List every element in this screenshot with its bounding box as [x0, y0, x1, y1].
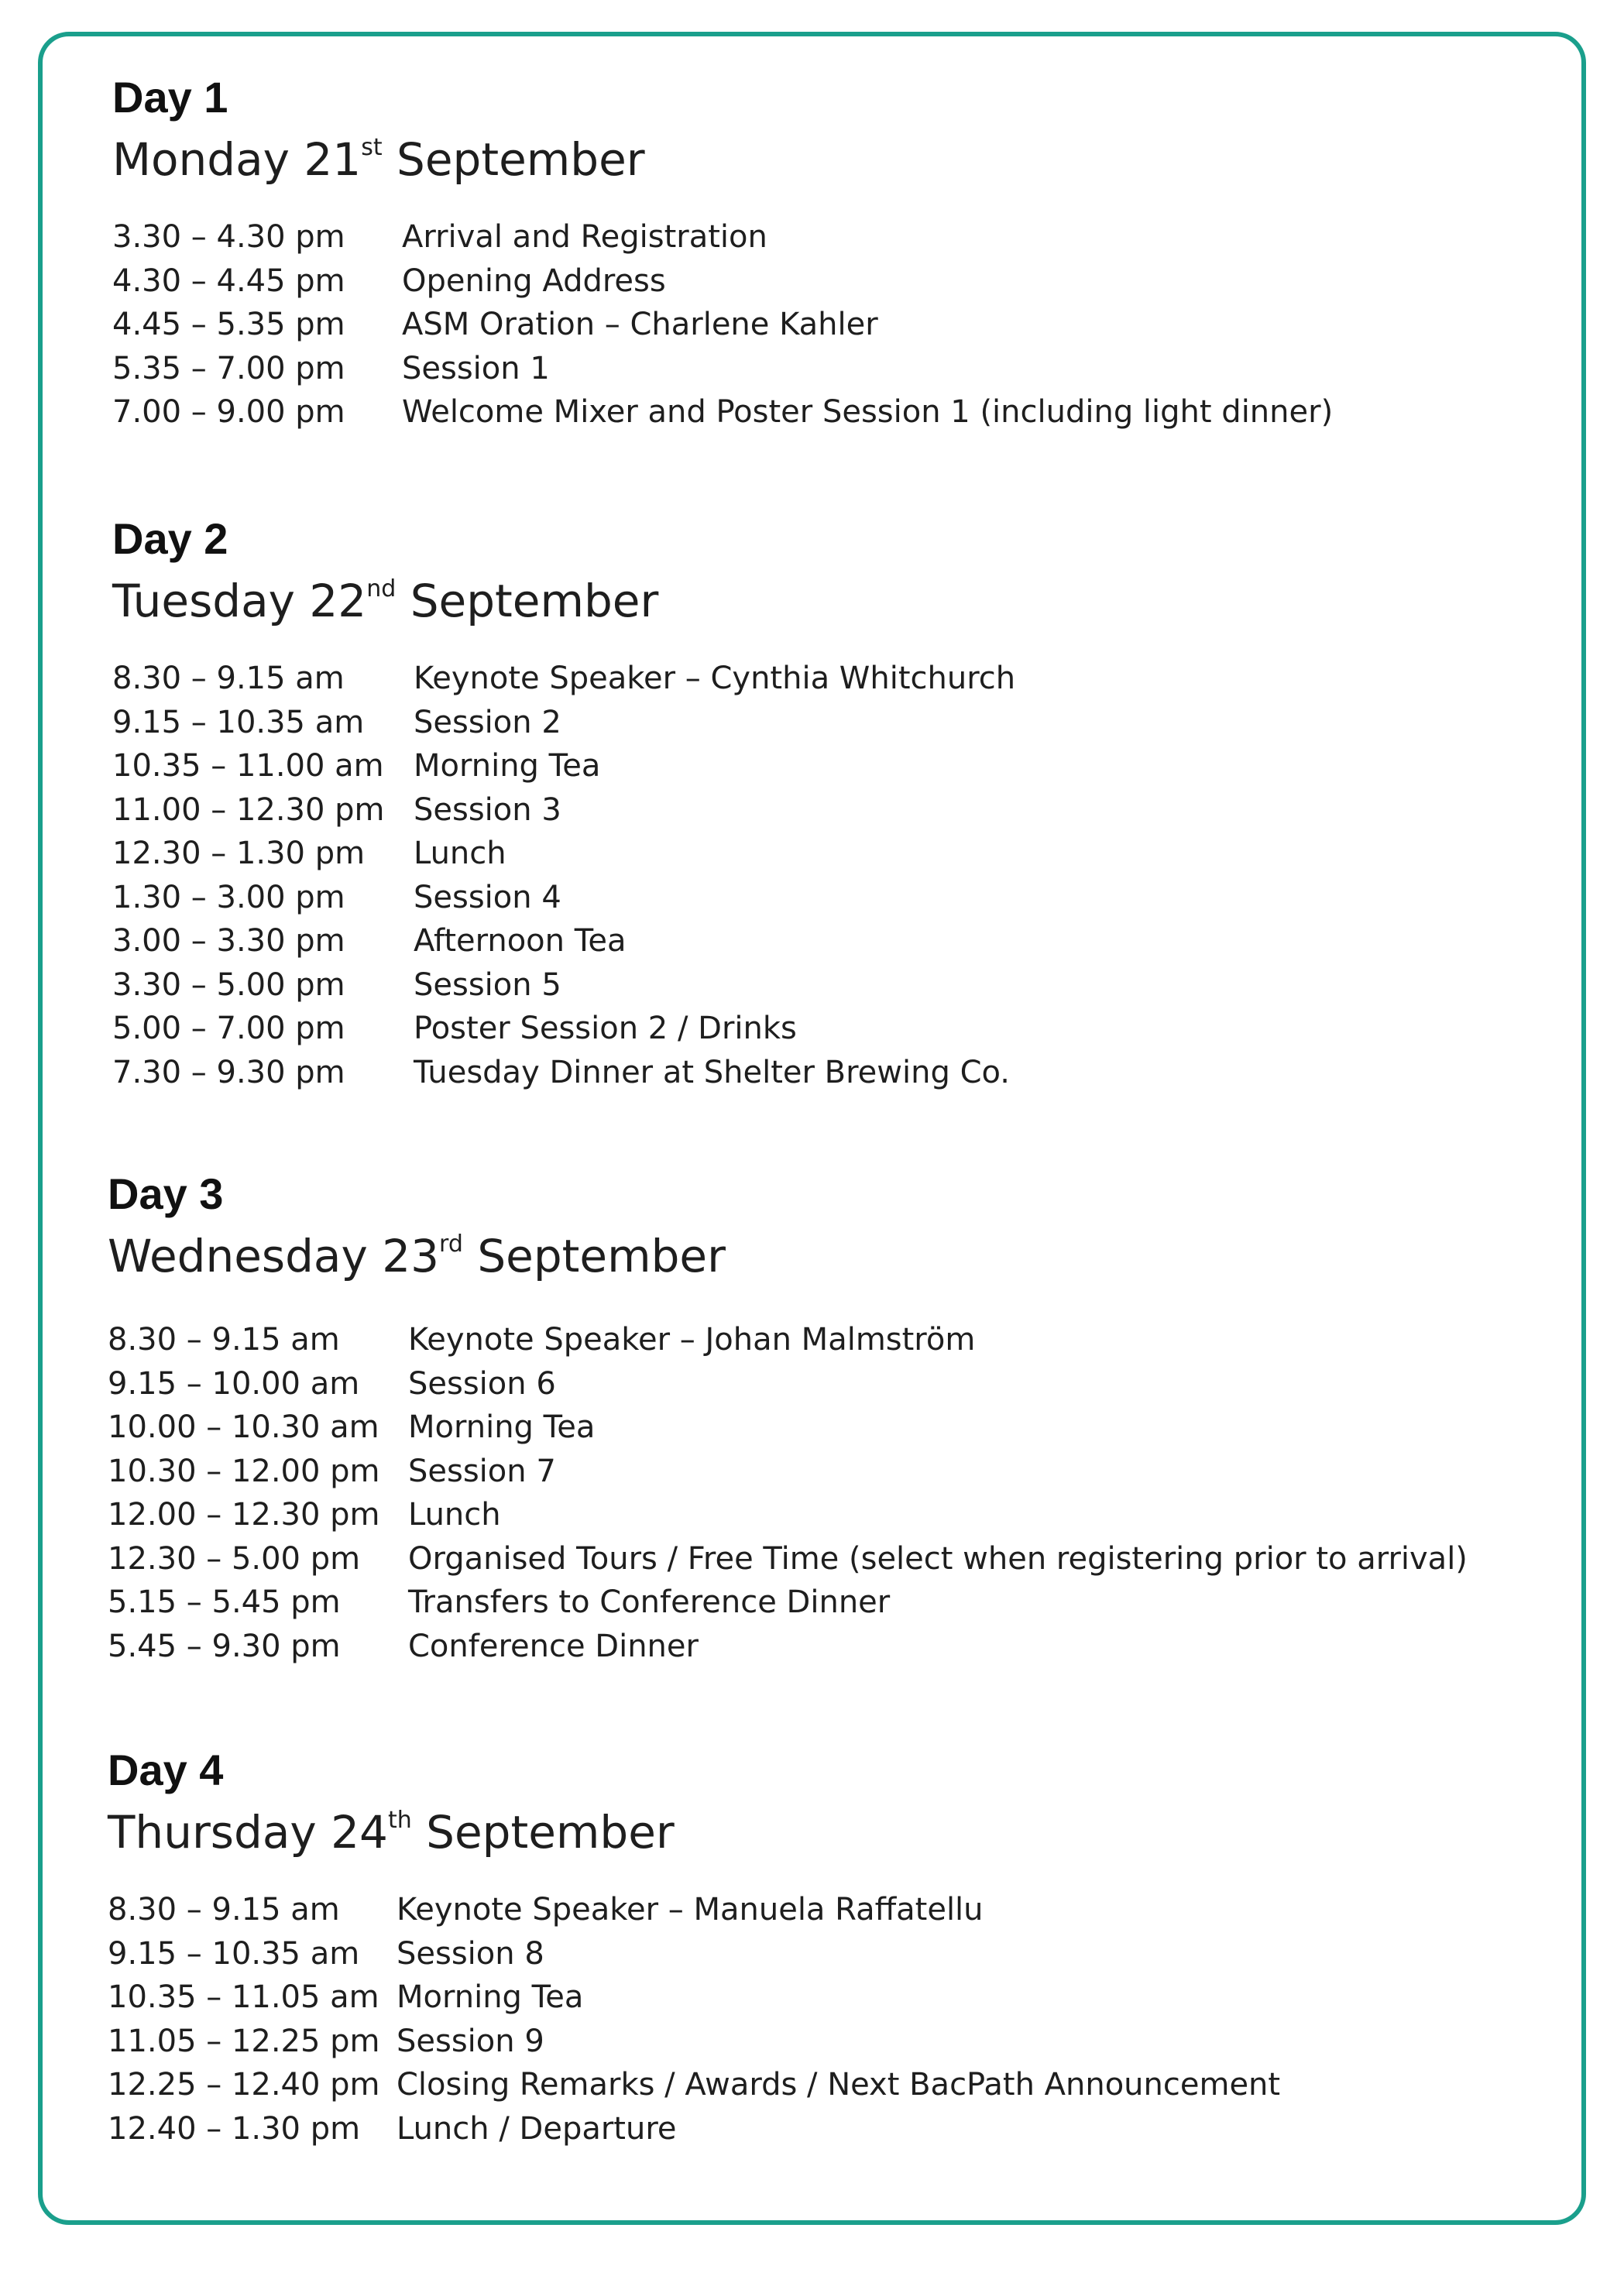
day-date-month: September: [411, 1806, 675, 1859]
session-event: Lunch: [414, 836, 506, 871]
schedule-row: [112, 347, 1333, 391]
session-time: 5.00 – 7.00 pm: [112, 1011, 345, 1046]
day-label: Day 2: [112, 514, 228, 563]
schedule-row: [108, 1581, 1468, 1625]
session-event: ASM Oration – Charlene Kahler: [402, 307, 878, 342]
session-time: 5.15 – 5.45 pm: [108, 1584, 341, 1620]
session-time: 4.30 – 4.45 pm: [112, 263, 345, 299]
session-time: 5.35 – 7.00 pm: [112, 350, 345, 386]
schedule-row: [108, 1976, 1280, 2020]
day-date-weekday: Monday 21: [112, 133, 362, 186]
session-event: Transfers to Conference Dinner: [408, 1584, 891, 1620]
session-event: Afternoon Tea: [414, 923, 627, 959]
schedule-row: [108, 1888, 1280, 1932]
session-time: 3.30 – 4.30 pm: [112, 219, 345, 255]
session-time: 12.40 – 1.30 pm: [108, 2110, 361, 2147]
day-date-suffix: rd: [439, 1230, 463, 1258]
day-1-section: [112, 73, 1333, 434]
session-event: Lunch / Departure: [397, 2110, 677, 2147]
session-time: 10.30 – 12.00 pm: [108, 1453, 380, 1489]
schedule-row: [108, 1625, 1468, 1669]
session-event: Session 8: [397, 1935, 544, 1972]
schedule-row: [112, 1007, 1015, 1051]
session-event: Lunch: [408, 1497, 501, 1533]
schedule-row: [108, 1362, 1468, 1406]
schedule-row: [112, 657, 1015, 701]
session-time: 12.25 – 12.40 pm: [108, 2067, 380, 2103]
session-time: 10.35 – 11.05 am: [108, 1979, 379, 2015]
schedule-row: [112, 1051, 1015, 1095]
session-time: 7.30 – 9.30 pm: [112, 1054, 345, 1090]
session-event: Session 1: [402, 350, 550, 386]
session-time: 10.00 – 10.30 am: [108, 1409, 379, 1445]
schedule-row: [112, 832, 1015, 876]
schedule-list: [108, 1888, 1280, 2151]
session-time: 9.15 – 10.35 am: [108, 1935, 360, 1972]
session-event: Morning Tea: [408, 1409, 596, 1445]
day-3-section: [108, 1169, 1468, 1668]
day-date-suffix: st: [361, 133, 383, 161]
day-label: Day 4: [108, 1746, 224, 1794]
session-event: Closing Remarks / Awards / Next BacPath Announcement: [397, 2067, 1281, 2103]
day-date-weekday: Thursday 24: [108, 1806, 388, 1859]
day-date-weekday: Wednesday 23: [108, 1230, 440, 1282]
session-event: Keynote Speaker – Johan Malmström: [408, 1322, 976, 1358]
session-event: Session 2: [414, 704, 561, 740]
session-event: Session 7: [408, 1453, 556, 1489]
schedule-row: [112, 259, 1333, 304]
day-date-weekday: Tuesday 22: [112, 575, 367, 627]
session-event: Keynote Speaker – Manuela Raffatellu: [397, 1892, 984, 1928]
session-time: 5.45 – 9.30 pm: [108, 1628, 341, 1664]
schedule-row: [108, 1932, 1280, 1976]
session-event: Keynote Speaker – Cynthia Whitchurch: [414, 661, 1016, 696]
session-time: 12.30 – 1.30 pm: [112, 836, 366, 871]
schedule-row: [112, 788, 1015, 832]
session-time: 7.00 – 9.00 pm: [112, 394, 345, 430]
session-event: Organised Tours / Free Time (select when registering prior to arrival): [408, 1540, 1468, 1577]
session-event: Poster Session 2 / Drinks: [414, 1011, 797, 1046]
session-time: 8.30 – 9.15 am: [108, 1892, 340, 1928]
session-time: 12.30 – 5.00 pm: [108, 1540, 361, 1577]
day-2-section: [112, 514, 1015, 1094]
session-time: 9.15 – 10.35 am: [112, 704, 365, 740]
session-event: Arrival and Registration: [402, 219, 767, 255]
schedule-row: [108, 2063, 1280, 2107]
day-date-suffix: nd: [366, 575, 397, 602]
day-date-month: September: [396, 575, 659, 627]
schedule-row: [112, 303, 1333, 347]
session-event: Opening Address: [402, 263, 666, 299]
session-event: Morning Tea: [397, 1979, 584, 2015]
schedule-row: [108, 1493, 1468, 1537]
schedule-row: [108, 1537, 1468, 1581]
day-label: Day 1: [112, 73, 228, 122]
session-time: 10.35 – 11.00 am: [112, 748, 384, 784]
session-time: 11.05 – 12.25 pm: [108, 2023, 380, 2059]
session-time: 4.45 – 5.35 pm: [112, 307, 345, 342]
day-date: [112, 573, 1015, 629]
session-time: 12.00 – 12.30 pm: [108, 1497, 380, 1533]
schedule-row: [108, 1318, 1468, 1362]
session-event: Morning Tea: [414, 748, 601, 784]
day-4-section: [108, 1746, 1280, 2151]
session-event: Session 5: [414, 966, 561, 1003]
day-date: [108, 1228, 1468, 1284]
day-date: [108, 1804, 1280, 1860]
day-date-suffix: th: [387, 1806, 412, 1834]
schedule-row: [112, 876, 1015, 920]
session-time: 9.15 – 10.00 am: [108, 1365, 360, 1402]
session-event: Conference Dinner: [408, 1628, 699, 1664]
schedule-row: [112, 963, 1015, 1008]
session-time: 3.30 – 5.00 pm: [112, 966, 345, 1003]
session-event: Session 3: [414, 791, 561, 828]
day-label: Day 3: [108, 1169, 224, 1218]
session-event: Tuesday Dinner at Shelter Brewing Co.: [414, 1054, 1010, 1090]
schedule-row: [108, 2020, 1280, 2064]
day-date-month: September: [382, 133, 645, 186]
schedule-row: [112, 701, 1015, 745]
schedule-list: [112, 657, 1015, 1094]
schedule-row: [112, 390, 1333, 434]
schedule-row: [112, 744, 1015, 788]
schedule-row: [108, 1406, 1468, 1450]
session-time: 1.30 – 3.00 pm: [112, 879, 345, 915]
session-event: Session 6: [408, 1365, 556, 1402]
schedule-row: [112, 215, 1333, 259]
schedule-row: [108, 1450, 1468, 1494]
session-time: 8.30 – 9.15 am: [112, 661, 345, 696]
session-event: Session 4: [414, 879, 561, 915]
schedule-list: [108, 1318, 1468, 1668]
session-event: Session 9: [397, 2023, 544, 2059]
session-time: 3.00 – 3.30 pm: [112, 923, 345, 959]
session-time: 8.30 – 9.15 am: [108, 1322, 340, 1358]
day-date: [112, 132, 1333, 187]
schedule-row: [108, 2107, 1280, 2151]
session-event: Welcome Mixer and Poster Session 1 (including light dinner): [402, 394, 1334, 430]
session-time: 11.00 – 12.30 pm: [112, 791, 385, 828]
schedule-row: [112, 919, 1015, 963]
day-date-month: September: [462, 1230, 726, 1282]
schedule-list: [112, 215, 1333, 434]
